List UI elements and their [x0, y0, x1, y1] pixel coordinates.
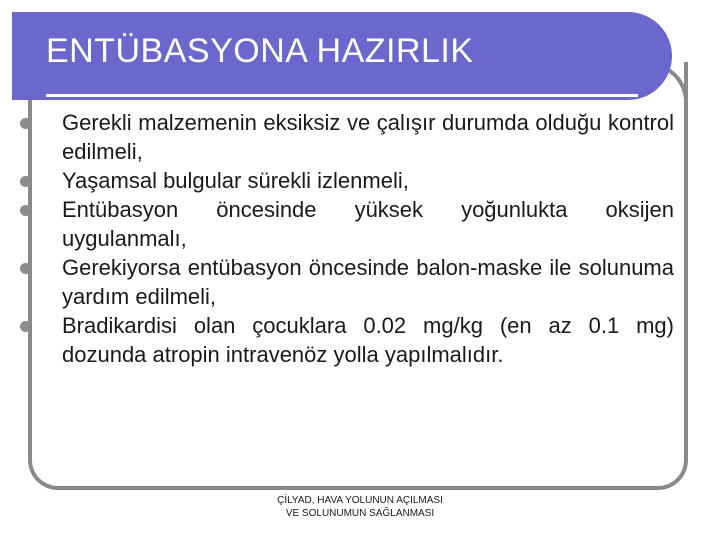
- bullet-dot-icon: [20, 321, 31, 332]
- footer-line-2: VE SOLUNUMUN SAĞLANMASI: [285, 508, 435, 519]
- bullet-dot-icon: [20, 205, 31, 216]
- slide-footer: [240, 494, 480, 520]
- bullet-item: [0, 311, 700, 369]
- bullet-dot-icon: [20, 176, 31, 187]
- bullet-item: [0, 166, 700, 195]
- slide-title: ENTÜBASYONA HAZIRLIK: [46, 32, 474, 70]
- bullet-text: Gerekiyorsa entübasyon öncesinde balon-maske ile solunuma yardım edilmeli,: [62, 255, 674, 309]
- bullet-list: [0, 108, 700, 369]
- bullet-dot-icon: [20, 118, 31, 129]
- bullet-item: [0, 253, 700, 311]
- bullet-dot-icon: [20, 263, 31, 274]
- bullet-item: [0, 195, 700, 253]
- title-underline: [46, 94, 638, 97]
- bullet-item: [0, 108, 700, 166]
- bullet-text: Bradikardisi olan çocuklara 0.02 mg/kg (en az 0.1 mg) dozunda atropin intravenöz yolla yapılmalıdır.: [62, 313, 674, 367]
- slide-content: [0, 108, 700, 369]
- bullet-text: Entübasyon öncesinde yüksek yoğunlukta oksijen uygulanmalı,: [62, 197, 674, 251]
- footer-line-1: ÇİLYAD, HAVA YOLUNUN AÇILMASI: [277, 495, 443, 506]
- bullet-text: Gerekli malzemenin eksiksiz ve çalışır durumda olduğu kontrol edilmeli,: [62, 110, 674, 164]
- bullet-text: Yaşamsal bulgular sürekli izlenmeli,: [62, 168, 409, 193]
